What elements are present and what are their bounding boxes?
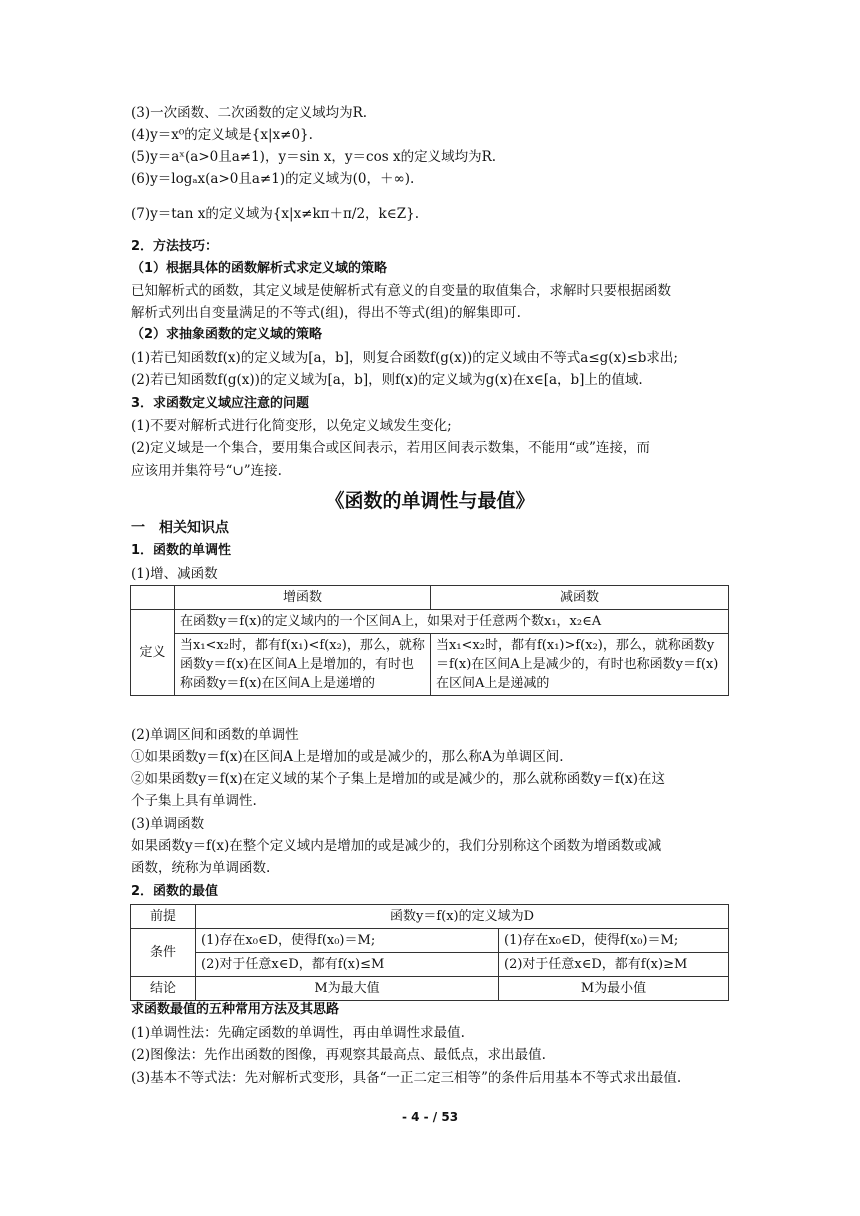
shared-condition: 在函数y＝f(x)的定义域内的一个区间A上，如果对于任意两个数x₁，x₂∈A [175, 610, 729, 634]
rule-5: (5)y＝aˣ(a>0且a≠1)，y＝sin x，y＝cos x的定义域均为R. [131, 149, 497, 165]
monotone-p1b: 函数，统称为单调函数. [131, 860, 271, 876]
page-number: - 4 - / 53 [401, 1110, 459, 1124]
extreme-heading: 2．函数的最值 [131, 884, 219, 899]
interval-p2a: ②如果函数y＝f(x)在定义域的某个子集上是增加的或是减少的，那么就称函数y＝f(x)在这 [131, 771, 666, 787]
premise-label: 前提 [131, 905, 196, 929]
methods-p2b: (2)若已知函数f(g(x))的定义域为[a，b]，则f(x)的定义域为g(x)在x∈[a，b]上的值域. [131, 372, 643, 388]
premise-text: 函数y＝f(x)的定义域为D [196, 905, 729, 929]
min-condition-2: (2)对于任意x∈D，都有f(x)≥M [499, 953, 729, 977]
issues-p1: (1)不要对解析式进行化简变形，以免定义域发生变化; [131, 418, 452, 434]
method-1: (1)单调性法：先确定函数的单调性，再由单调性求最值. [131, 1025, 465, 1041]
rule-4: (4)y＝x⁰的定义域是{x|x≠0}. [131, 127, 313, 143]
rule-3: (3)一次函数、二次函数的定义域均为R. [131, 105, 368, 121]
methods-sub2: （2）求抽象函数的定义域的策略 [131, 327, 323, 342]
issues-heading: 3．求函数定义域应注意的问题 [131, 396, 310, 411]
part1-sub-a: (1)增、减函数 [131, 566, 218, 582]
rule-7: (7)y＝tan x的定义域为{x|x≠kπ＋π/2，k∈Z}. [131, 206, 419, 222]
part1-sub: 1．函数的单调性 [131, 543, 232, 558]
decreasing-definition: 当x₁<x₂时，都有f(x₁)>f(x₂)，那么，就称函数y＝f(x)在区间A上是减少的，有时也称函数y＝f(x)在区间A上是递减的 [431, 634, 729, 696]
col-decreasing: 减函数 [431, 586, 729, 610]
methods5-heading: 求函数最值的五种常用方法及其思路 [131, 1002, 340, 1017]
row-definition-label: 定义 [131, 610, 175, 696]
increasing-definition: 当x₁<x₂时，都有f(x₁)<f(x₂)，那么，就称函数y＝f(x)在区间A上是增加的，有时也称函数y＝f(x)在区间A上是递增的 [175, 634, 431, 696]
rule-6: (6)y＝logₐx(a>0且a≠1)的定义域为(0，＋∞). [131, 171, 415, 187]
min-condition-1: (1)存在x₀∈D，使得f(x₀)＝M; [499, 929, 729, 953]
col-increasing: 增函数 [175, 586, 431, 610]
methods-heading: 2．方法技巧： [131, 239, 219, 254]
issues-p2a: (2)定义域是一个集合，要用集合或区间表示，若用区间表示数集，不能用“或”连接，而 [131, 440, 650, 456]
interval-p2b: 个子集上具有单调性. [131, 793, 257, 809]
max-condition-2: (2)对于任意x∈D，都有f(x)≤M [196, 953, 499, 977]
section-title: 《函数的单调性与最值》 [325, 490, 535, 512]
issues-p2b: 应该用并集符号“∪”连接. [131, 463, 282, 479]
methods-p1a: 已知解析式的函数，其定义域是使解析式有意义的自变量的取值集合，求解时只要根据函数 [131, 283, 671, 299]
condition-label: 条件 [131, 929, 196, 977]
max-conclusion: M为最大值 [196, 977, 499, 1001]
table-corner [131, 586, 175, 610]
method-2: (2)图像法：先作出函数的图像，再观察其最高点、最低点，求出最值. [131, 1047, 546, 1063]
monotone-heading: (3)单调函数 [131, 816, 205, 832]
part1-heading: 一 相关知识点 [131, 520, 229, 536]
monotone-p1a: 如果函数y＝f(x)在整个定义域内是增加的或是减少的，我们分别称这个函数为增函数或减 [131, 838, 662, 854]
min-conclusion: M为最小值 [499, 977, 729, 1001]
interval-p1: ①如果函数y＝f(x)在区间A上是增加的或是减少的，那么称A为单调区间. [131, 749, 564, 765]
extreme-table [130, 904, 729, 1001]
methods-sub1: （1）根据具体的函数解析式求定义域的策略 [131, 261, 388, 276]
conclusion-label: 结论 [131, 977, 196, 1001]
method-3: (3)基本不等式法：先对解析式变形，具备“一正二定三相等”的条件后用基本不等式求出最值. [131, 1070, 682, 1086]
max-condition-1: (1)存在x₀∈D，使得f(x₀)＝M; [196, 929, 499, 953]
methods-p1b: 解析式列出自变量满足的不等式(组)，得出不等式(组)的解集即可. [131, 305, 521, 321]
interval-heading: (2)单调区间和函数的单调性 [131, 727, 299, 743]
monotonicity-table [130, 585, 729, 696]
methods-p2a: (1)若已知函数f(x)的定义域为[a，b]，则复合函数f(g(x))的定义域由不等式a≤g(x)≤b求出; [131, 350, 678, 366]
